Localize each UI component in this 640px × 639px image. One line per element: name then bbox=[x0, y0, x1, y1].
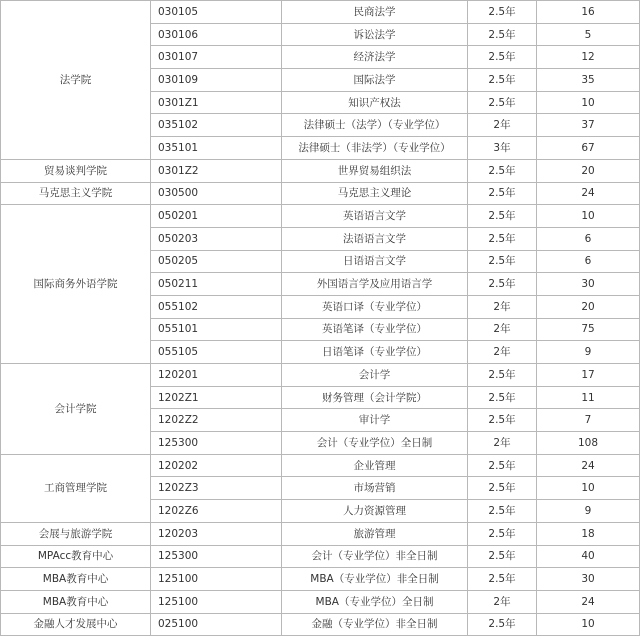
major-cell: 会计（专业学位）全日制 bbox=[282, 432, 468, 455]
count-cell: 75 bbox=[537, 318, 640, 341]
code-cell: 120203 bbox=[151, 522, 282, 545]
code-cell: 125100 bbox=[151, 568, 282, 591]
major-cell: 法语语言文学 bbox=[282, 227, 468, 250]
years-cell: 2.5年 bbox=[468, 23, 537, 46]
years-cell: 2.5年 bbox=[468, 1, 537, 24]
major-cell: 审计学 bbox=[282, 409, 468, 432]
count-cell: 67 bbox=[537, 137, 640, 160]
major-cell: 会计（专业学位）非全日制 bbox=[282, 545, 468, 568]
major-cell: 市场营销 bbox=[282, 477, 468, 500]
years-cell: 2.5年 bbox=[468, 500, 537, 523]
code-cell: 030107 bbox=[151, 46, 282, 69]
count-cell: 30 bbox=[537, 568, 640, 591]
years-cell: 3年 bbox=[468, 137, 537, 160]
code-cell: 030500 bbox=[151, 182, 282, 205]
major-cell: 外国语言学及应用语言学 bbox=[282, 273, 468, 296]
table-row bbox=[1, 568, 640, 591]
major-cell: 诉讼法学 bbox=[282, 23, 468, 46]
years-cell: 2.5年 bbox=[468, 545, 537, 568]
code-cell: 055102 bbox=[151, 295, 282, 318]
major-cell: 企业管理 bbox=[282, 454, 468, 477]
count-cell: 10 bbox=[537, 91, 640, 114]
table-row bbox=[1, 613, 640, 636]
count-cell: 108 bbox=[537, 432, 640, 455]
major-cell: MBA（专业学位）非全日制 bbox=[282, 568, 468, 591]
major-cell: 世界贸易组织法 bbox=[282, 159, 468, 182]
years-cell: 2年 bbox=[468, 318, 537, 341]
major-cell: 民商法学 bbox=[282, 1, 468, 24]
code-cell: 125300 bbox=[151, 432, 282, 455]
count-cell: 35 bbox=[537, 69, 640, 92]
years-cell: 2.5年 bbox=[468, 46, 537, 69]
years-cell: 2.5年 bbox=[468, 91, 537, 114]
code-cell: 1202Z2 bbox=[151, 409, 282, 432]
count-cell: 12 bbox=[537, 46, 640, 69]
major-cell: 日语笔译（专业学位） bbox=[282, 341, 468, 364]
code-cell: 030105 bbox=[151, 1, 282, 24]
college-cell: 贸易谈判学院 bbox=[1, 159, 151, 182]
code-cell: 120202 bbox=[151, 454, 282, 477]
code-cell: 1202Z6 bbox=[151, 500, 282, 523]
years-cell: 2.5年 bbox=[468, 69, 537, 92]
count-cell: 24 bbox=[537, 454, 640, 477]
count-cell: 24 bbox=[537, 590, 640, 613]
major-cell: 国际法学 bbox=[282, 69, 468, 92]
count-cell: 6 bbox=[537, 227, 640, 250]
major-cell: 英语笔译（专业学位） bbox=[282, 318, 468, 341]
years-cell: 2年 bbox=[468, 341, 537, 364]
count-cell: 7 bbox=[537, 409, 640, 432]
years-cell: 2.5年 bbox=[468, 409, 537, 432]
count-cell: 10 bbox=[537, 205, 640, 228]
years-cell: 2.5年 bbox=[468, 454, 537, 477]
years-cell: 2.5年 bbox=[468, 250, 537, 273]
major-cell: 会计学 bbox=[282, 364, 468, 387]
table-row bbox=[1, 182, 640, 205]
count-cell: 11 bbox=[537, 386, 640, 409]
table-row bbox=[1, 364, 640, 387]
college-cell: 会展与旅游学院 bbox=[1, 522, 151, 545]
years-cell: 2.5年 bbox=[468, 386, 537, 409]
college-cell: 马克思主义学院 bbox=[1, 182, 151, 205]
count-cell: 6 bbox=[537, 250, 640, 273]
years-cell: 2.5年 bbox=[468, 227, 537, 250]
count-cell: 37 bbox=[537, 114, 640, 137]
major-cell: 英语口译（专业学位） bbox=[282, 295, 468, 318]
college-cell: 会计学院 bbox=[1, 364, 151, 455]
table-row bbox=[1, 454, 640, 477]
code-cell: 035102 bbox=[151, 114, 282, 137]
years-cell: 2.5年 bbox=[468, 568, 537, 591]
code-cell: 125300 bbox=[151, 545, 282, 568]
years-cell: 2.5年 bbox=[468, 182, 537, 205]
count-cell: 10 bbox=[537, 477, 640, 500]
table-row bbox=[1, 522, 640, 545]
table-row bbox=[1, 205, 640, 228]
count-cell: 10 bbox=[537, 613, 640, 636]
college-cell: 国际商务外语学院 bbox=[1, 205, 151, 364]
code-cell: 1202Z1 bbox=[151, 386, 282, 409]
major-cell: 知识产权法 bbox=[282, 91, 468, 114]
table-row bbox=[1, 545, 640, 568]
years-cell: 2.5年 bbox=[468, 159, 537, 182]
code-cell: 125100 bbox=[151, 590, 282, 613]
count-cell: 40 bbox=[537, 545, 640, 568]
code-cell: 050211 bbox=[151, 273, 282, 296]
major-cell: 金融（专业学位）非全日制 bbox=[282, 613, 468, 636]
years-cell: 2年 bbox=[468, 114, 537, 137]
major-cell: MBA（专业学位）全日制 bbox=[282, 590, 468, 613]
major-cell: 日语语言文学 bbox=[282, 250, 468, 273]
years-cell: 2.5年 bbox=[468, 477, 537, 500]
code-cell: 055101 bbox=[151, 318, 282, 341]
years-cell: 2.5年 bbox=[468, 273, 537, 296]
table-row bbox=[1, 590, 640, 613]
count-cell: 16 bbox=[537, 1, 640, 24]
code-cell: 050203 bbox=[151, 227, 282, 250]
count-cell: 20 bbox=[537, 295, 640, 318]
years-cell: 2年 bbox=[468, 432, 537, 455]
college-cell: MBA教育中心 bbox=[1, 590, 151, 613]
years-cell: 2.5年 bbox=[468, 364, 537, 387]
code-cell: 025100 bbox=[151, 613, 282, 636]
years-cell: 2.5年 bbox=[468, 522, 537, 545]
count-cell: 9 bbox=[537, 500, 640, 523]
count-cell: 5 bbox=[537, 23, 640, 46]
table-body bbox=[1, 1, 640, 636]
code-cell: 030109 bbox=[151, 69, 282, 92]
major-cell: 法律硕士（法学）（专业学位） bbox=[282, 114, 468, 137]
code-cell: 1202Z3 bbox=[151, 477, 282, 500]
years-cell: 2年 bbox=[468, 295, 537, 318]
major-cell: 旅游管理 bbox=[282, 522, 468, 545]
code-cell: 0301Z2 bbox=[151, 159, 282, 182]
code-cell: 050205 bbox=[151, 250, 282, 273]
college-cell: MBA教育中心 bbox=[1, 568, 151, 591]
years-cell: 2.5年 bbox=[468, 613, 537, 636]
college-cell: 工商管理学院 bbox=[1, 454, 151, 522]
table-row bbox=[1, 1, 640, 24]
count-cell: 17 bbox=[537, 364, 640, 387]
college-cell: 金融人才发展中心 bbox=[1, 613, 151, 636]
major-cell: 经济法学 bbox=[282, 46, 468, 69]
college-cell: 法学院 bbox=[1, 1, 151, 160]
count-cell: 30 bbox=[537, 273, 640, 296]
count-cell: 9 bbox=[537, 341, 640, 364]
code-cell: 120201 bbox=[151, 364, 282, 387]
major-cell: 英语语言文学 bbox=[282, 205, 468, 228]
major-cell: 财务管理（会计学院） bbox=[282, 386, 468, 409]
code-cell: 050201 bbox=[151, 205, 282, 228]
code-cell: 035101 bbox=[151, 137, 282, 160]
major-cell: 法律硕士（非法学）（专业学位） bbox=[282, 137, 468, 160]
code-cell: 0301Z1 bbox=[151, 91, 282, 114]
years-cell: 2.5年 bbox=[468, 205, 537, 228]
table-row bbox=[1, 159, 640, 182]
code-cell: 055105 bbox=[151, 341, 282, 364]
college-cell: MPAcc教育中心 bbox=[1, 545, 151, 568]
code-cell: 030106 bbox=[151, 23, 282, 46]
count-cell: 18 bbox=[537, 522, 640, 545]
major-cell: 人力资源管理 bbox=[282, 500, 468, 523]
count-cell: 20 bbox=[537, 159, 640, 182]
years-cell: 2年 bbox=[468, 590, 537, 613]
count-cell: 24 bbox=[537, 182, 640, 205]
major-cell: 马克思主义理论 bbox=[282, 182, 468, 205]
